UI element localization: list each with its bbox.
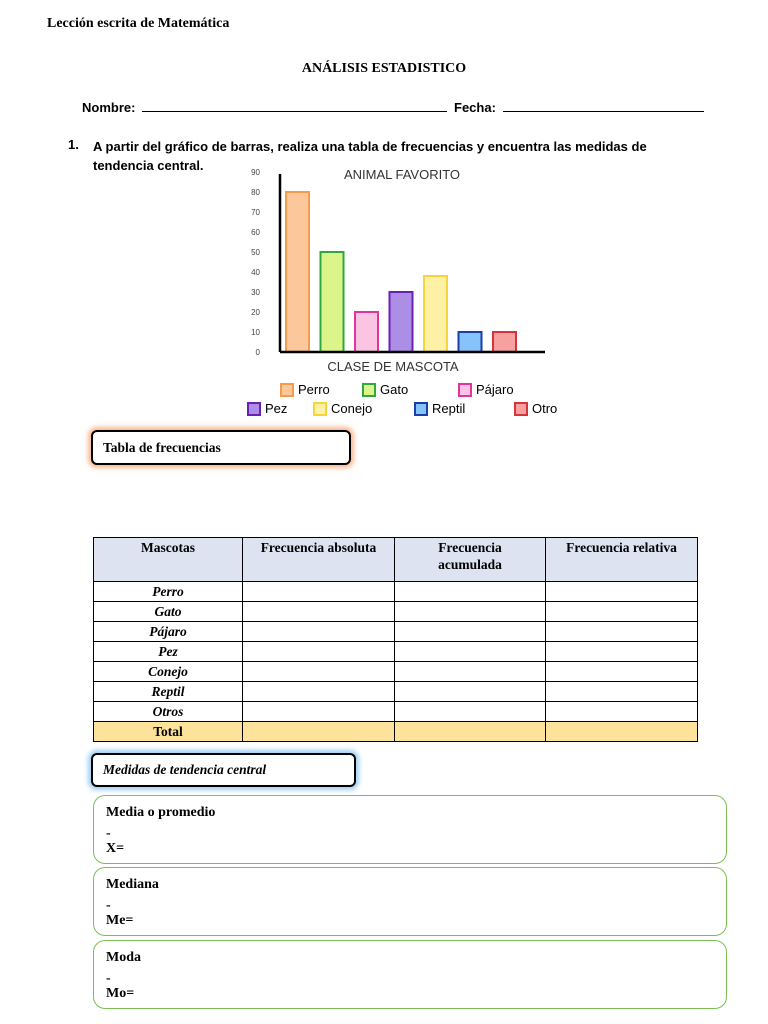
table-row bbox=[94, 582, 698, 602]
y-tick-label: 70 bbox=[251, 208, 260, 217]
cell-relativa[interactable] bbox=[546, 702, 698, 722]
name-field[interactable] bbox=[82, 99, 447, 115]
legend-swatch-pajaro bbox=[458, 383, 472, 397]
legend-item-gato bbox=[362, 382, 408, 397]
cell-absoluta[interactable] bbox=[243, 582, 395, 602]
legend-item-perro bbox=[280, 382, 330, 397]
measure-symbol: Mo= bbox=[106, 986, 135, 1001]
bar-pájaro bbox=[355, 312, 378, 352]
measure-label: Mediana bbox=[106, 877, 159, 892]
question-number: 1. bbox=[68, 137, 79, 152]
bar-reptil bbox=[459, 332, 482, 352]
measure-label: Moda bbox=[106, 950, 141, 965]
table-total-row bbox=[94, 722, 698, 742]
table-row bbox=[94, 662, 698, 682]
y-tick-label: 40 bbox=[251, 268, 260, 277]
cell-acumulada[interactable] bbox=[395, 642, 546, 662]
row-label: Reptil bbox=[94, 682, 243, 702]
date-label: Fecha: bbox=[454, 100, 496, 115]
cell-absoluta[interactable] bbox=[243, 602, 395, 622]
cell-relativa[interactable] bbox=[546, 642, 698, 662]
table-header-row bbox=[94, 538, 698, 582]
name-blank-line[interactable] bbox=[142, 99, 447, 112]
cell-absoluta[interactable] bbox=[243, 662, 395, 682]
legend-item-pez bbox=[247, 401, 287, 416]
y-tick-label: 20 bbox=[251, 308, 260, 317]
cell-acumulada[interactable] bbox=[395, 662, 546, 682]
row-label: Gato bbox=[94, 602, 243, 622]
row-label: Otros bbox=[94, 702, 243, 722]
row-label: Conejo bbox=[94, 662, 243, 682]
overline-mark: - bbox=[106, 826, 111, 841]
cell-relativa[interactable] bbox=[546, 622, 698, 642]
measure-label: Media o promedio bbox=[106, 805, 216, 820]
legend-swatch-pez bbox=[247, 402, 261, 416]
y-tick-label: 0 bbox=[255, 348, 260, 357]
header-frecuencia-relativa: Frecuencia relativa bbox=[546, 538, 698, 582]
document-header-title: Lección escrita de Matemática bbox=[47, 16, 230, 31]
cell-acumulada[interactable] bbox=[395, 682, 546, 702]
row-label: Perro bbox=[94, 582, 243, 602]
legend-swatch-otro bbox=[514, 402, 528, 416]
measure-symbol: X= bbox=[106, 841, 125, 856]
row-label: Pez bbox=[94, 642, 243, 662]
frequency-table-heading: Tabla de frecuencias bbox=[91, 430, 351, 465]
legend-label: Reptil bbox=[432, 401, 466, 416]
legend-label: Pez bbox=[265, 401, 288, 416]
y-tick-label: 30 bbox=[251, 288, 260, 297]
cell-absoluta[interactable] bbox=[243, 682, 395, 702]
media-box[interactable] bbox=[93, 795, 727, 864]
bar-chart bbox=[235, 162, 565, 374]
header-frecuencia-absoluta: Frecuencia absoluta bbox=[243, 538, 395, 582]
cell-acumulada[interactable] bbox=[395, 702, 546, 722]
bar-pez bbox=[390, 292, 413, 352]
row-label: Pájaro bbox=[94, 622, 243, 642]
bars-group bbox=[286, 192, 516, 352]
table-row bbox=[94, 702, 698, 722]
table-row bbox=[94, 602, 698, 622]
cell-relativa[interactable] bbox=[546, 682, 698, 702]
table-row bbox=[94, 622, 698, 642]
cell-acumulada[interactable] bbox=[395, 622, 546, 642]
chart-title: ANIMAL FAVORITO bbox=[343, 167, 461, 182]
cell-absoluta[interactable] bbox=[243, 702, 395, 722]
cell-relativa[interactable] bbox=[546, 582, 698, 602]
legend-item-pajaro bbox=[458, 382, 514, 397]
header-frecuencia-acumulada: Frecuencia acumulada bbox=[395, 538, 546, 582]
cell-relativa[interactable] bbox=[546, 662, 698, 682]
y-tick-label: 60 bbox=[251, 228, 260, 237]
overline-mark: - bbox=[106, 898, 111, 913]
frequency-table bbox=[93, 537, 698, 742]
cell-acumulada[interactable] bbox=[395, 582, 546, 602]
legend-swatch-conejo bbox=[313, 402, 327, 416]
bar-otro bbox=[493, 332, 516, 352]
table-row bbox=[94, 682, 698, 702]
question-text: A partir del gráfico de barras, realiza una tabla de frecuencias y encuentra las medidas de tendencia central. bbox=[93, 139, 647, 173]
page-title: ANÁLISIS ESTADISTICO bbox=[301, 61, 467, 76]
legend-item-reptil bbox=[414, 401, 465, 416]
x-axis-label: CLASE DE MASCOTA bbox=[327, 359, 459, 374]
date-blank-line[interactable] bbox=[503, 99, 704, 112]
y-tick-label: 10 bbox=[251, 328, 260, 337]
cell-acumulada[interactable] bbox=[395, 602, 546, 622]
cell-absoluta[interactable] bbox=[243, 622, 395, 642]
bar-conejo bbox=[424, 276, 447, 352]
total-label: Total bbox=[94, 722, 243, 742]
legend-swatch-reptil bbox=[414, 402, 428, 416]
y-tick-label: 80 bbox=[251, 188, 260, 197]
cell-relativa[interactable] bbox=[546, 602, 698, 622]
legend-label: Pájaro bbox=[476, 382, 514, 397]
legend-item-conejo bbox=[313, 401, 372, 416]
cell-relativa-total[interactable] bbox=[546, 722, 698, 742]
legend-swatch-gato bbox=[362, 383, 376, 397]
table-row bbox=[94, 642, 698, 662]
overline-mark: - bbox=[106, 971, 111, 986]
name-label: Nombre: bbox=[82, 100, 136, 115]
y-axis-ticks bbox=[251, 168, 260, 357]
measure-symbol: Me= bbox=[106, 913, 134, 928]
y-tick-label: 90 bbox=[251, 168, 260, 177]
cell-acumulada-total[interactable] bbox=[395, 722, 546, 742]
moda-box[interactable] bbox=[93, 940, 727, 1009]
cell-absoluta[interactable] bbox=[243, 642, 395, 662]
bar-perro bbox=[286, 192, 309, 352]
y-tick-label: 50 bbox=[251, 248, 260, 257]
legend-label: Perro bbox=[298, 382, 330, 397]
central-tendency-heading: Medidas de tendencia central bbox=[91, 753, 356, 787]
date-field[interactable] bbox=[454, 99, 704, 115]
legend-item-otro bbox=[514, 401, 557, 416]
cell-absoluta-total[interactable] bbox=[243, 722, 395, 742]
legend-label: Otro bbox=[532, 401, 558, 416]
header-mascotas: Mascotas bbox=[94, 538, 243, 582]
legend-swatch-perro bbox=[280, 383, 294, 397]
legend-label: Gato bbox=[380, 382, 409, 397]
legend-label: Conejo bbox=[331, 401, 373, 416]
bar-gato bbox=[321, 252, 344, 352]
mediana-box[interactable] bbox=[93, 867, 727, 936]
